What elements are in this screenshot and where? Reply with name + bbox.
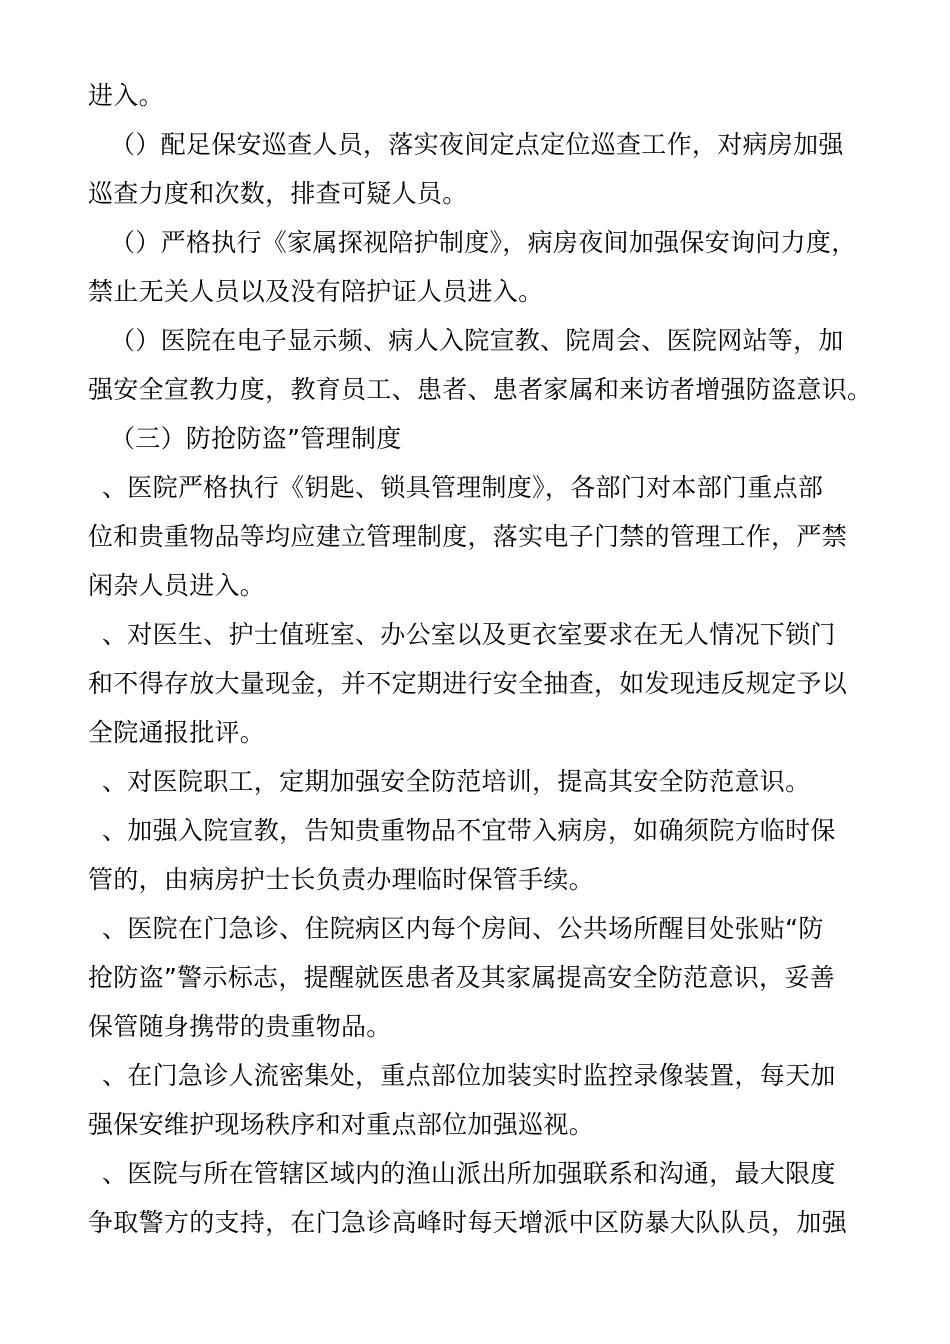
text-line: 强保安维护现场秩序和对重点部位加强巡视。 (88, 1110, 595, 1139)
text-line: 巡查力度和次数，排查可疑人员。 (88, 179, 468, 208)
text-line: 闲杂人员进入。 (88, 571, 266, 600)
text-line: （）配足保安巡查人员，落实夜间定点定位巡查工作，对病房加强 (110, 130, 844, 159)
text-line: 、对医院职工，定期加强安全防范培训，提高其安全防范意识。 (102, 767, 811, 796)
text-line: 全院通报批评。 (88, 718, 266, 747)
text-line: 、医院与所在管辖区域内的渔山派出所加强联系和沟通，最大限度 (102, 1159, 836, 1188)
text-line: 争取警方的支持，在门急诊高峰时每天增派中区防暴大队队员，加强 (88, 1208, 848, 1237)
section-heading: （三）防抢防盗”管理制度 (110, 424, 402, 453)
text-line: 保管随身携带的贵重物品。 (88, 1012, 392, 1041)
text-line: 位和贵重物品等均应建立管理制度，落实电子门禁的管理工作，严禁 (88, 522, 848, 551)
text-line: 禁止无关人员以及没有陪护证人员进入。 (88, 277, 544, 306)
text-line: 、在门急诊人流密集处，重点部位加装实时监控录像装置，每天加 (102, 1061, 836, 1090)
text-line: （）医院在电子显示频、病人入院宣教、院周会、医院网站等，加 (110, 326, 844, 355)
text-line: （）严格执行《家属探视陪护制度》，病房夜间加强保安询问力度， (110, 228, 857, 257)
text-line: 、对医生、护士值班室、办公室以及更衣室要求在无人情况下锁门 (102, 620, 836, 649)
text-line: 强安全宣教力度，教育员工、患者、患者家属和来访者增强防盗意识。 (88, 375, 873, 404)
text-line: 和不得存放大量现金，并不定期进行安全抽查，如发现违反规定予以 (88, 669, 848, 698)
text-line: 、加强入院宣教，告知贵重物品不宜带入病房，如确须院方临时保 (102, 816, 836, 845)
text-line: 管的，由病房护士长负责办理临时保管手续。 (88, 865, 595, 894)
text-line: 进入。 (88, 81, 164, 110)
text-line: 抢防盗”警示标志，提醒就医患者及其家属提高安全防范意识，妥善 (88, 963, 835, 992)
text-line: 、医院严格执行《钥匙、锁具管理制度》，各部门对本部门重点部 (102, 473, 824, 502)
text-line: 、医院在门急诊、住院病区内每个房间、公共场所醒目处张贴“防 (102, 914, 824, 943)
